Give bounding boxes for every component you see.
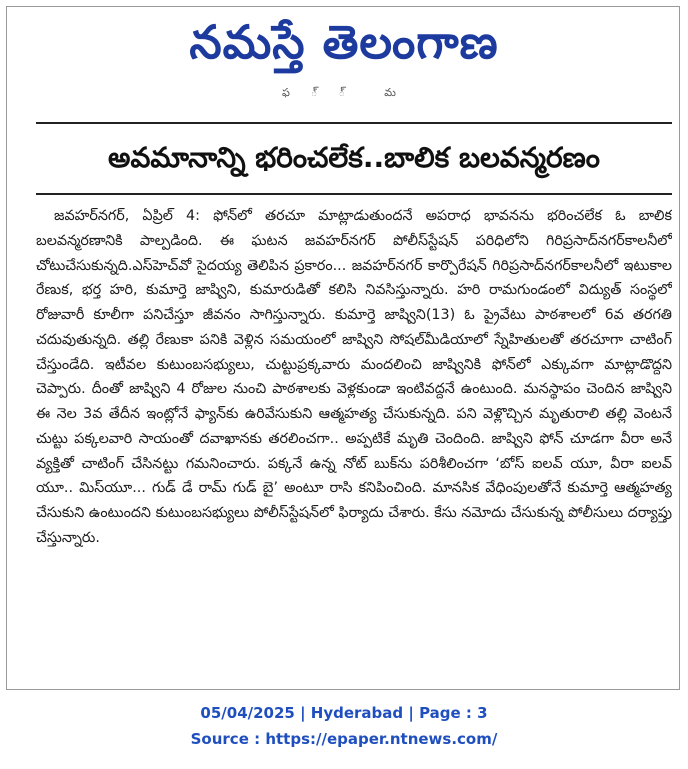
headline-rule-bottom	[36, 193, 672, 195]
footer-date-edition-page: 05/04/2025 | Hyderabad | Page : 3	[200, 704, 488, 722]
footer-source-link[interactable]: Source : https://epaper.ntnews.com/	[190, 730, 498, 748]
article-body: జవహర్‌నగర్, ఏప్రిల్ 4: ఫోన్‌లో తరచూ మాట్లాడుతుందనే అపరాధ భావనను భరించలేక ఓ బాలిక బలవన్మరణానికి పాల్పడింది. ఈ ఘటన జవహర్‌నగర్ పోలీస్‌స్టేషన్ పరిధిలోని గిరిప్రసాద్‌నగర్‌కాలనీలో చోటుచేసుకున్నది.ఎస్‌హెచ్‌వో సైదయ్య తెలిపిన ప్రకారం... జవహర్‌నగర్ కార్పొరేషన్ గిరిప్రసాద్‌నగర్‌కాలనీలో ఇటుకాల రేణుక, భర్త హరి, కుమార్తె జాష్విని, కుమారుడితో కలిసి నివసిస్తున్నారు. హరి రామగుండంలో విద్యుత్ సంస్థలో రోజువారీ కూలీగా పనిచేస్తూ జీవనం సాగిస్తున్నారు. కుమార్తె జాష్విని(13) ఓ ప్రైవేటు పాఠశాలలో 6వ తరగతి చదువుతున్నది. తల్లి రేణుకా పనికి వెళ్లిన సమయంలో జాష్విని సోషల్‌మీడియాలో స్నేహితులతో తరచూగా చాటింగ్ చేస్తుండేది. ఇటీవల కుటుంబసభ్యులు, చుట్టుప్రక్కవారు మందలించి జాష్వినికి ఫోన్‌లో ఎక్కువగా మాట్లాడొద్దని చెప్పారు. దీంతో జాష్విని 4 రోజుల నుంచి పాఠశాలకు వెళ్లకుండా ఇంటివద్దనే ఉంటుంది. మనస్థాపం చెందిన జాష్విని ఈ నెల 3వ తేదీన ఇంట్లోనే ఫ్యాన్‌కు ఉరివేసుకుని ఆత్మహత్య చేసుకున్నది. పని వెళ్లొచ్చిన మృతురాలి తల్లి వెంటనే చుట్టు పక్కలవారి సాయంతో దవాఖానకు తరలించగా.. అప్పటికే మృతి చెందింది. జాష్విని ఫోన్ చూడగా వీరా అనే వ్యక్తితో చాటింగ్ చేసినట్టు గమనించారు. పక్కనే ఉన్న నోట్ బుక్‌ను పరిశీలించగా ‘బోస్ ఐలవ్ యూ, వీరా ఐలవ్ యూ.. మిస్‌యూ... గుడ్ డే రామ్ గుడ్ బై’ అంటూ రాసి కనిపించింది. మానసిక వేధింపులతోనే కుమార్తె ఆత్మహత్య చేసుకుని ఉంటుందని కుటుంబసభ్యులు పోలీస్‌స్టేషన్‌లో ఫిర్యాదు చేశారు. కేసు నమోదు చేసుకున్న పోలీసులు దర్యాప్తు చేస్తున్నారు.	[36, 208, 672, 546]
article-headline: అవమానాన్ని భరించలేక..బాలిక బలవన్మరణం	[108, 141, 600, 174]
newspaper-masthead: నమస్తే తెలంగాణ	[189, 15, 499, 69]
headline-rule-top	[36, 122, 672, 124]
masthead-subtitle: ఫ ్ ్ మ	[282, 86, 414, 99]
